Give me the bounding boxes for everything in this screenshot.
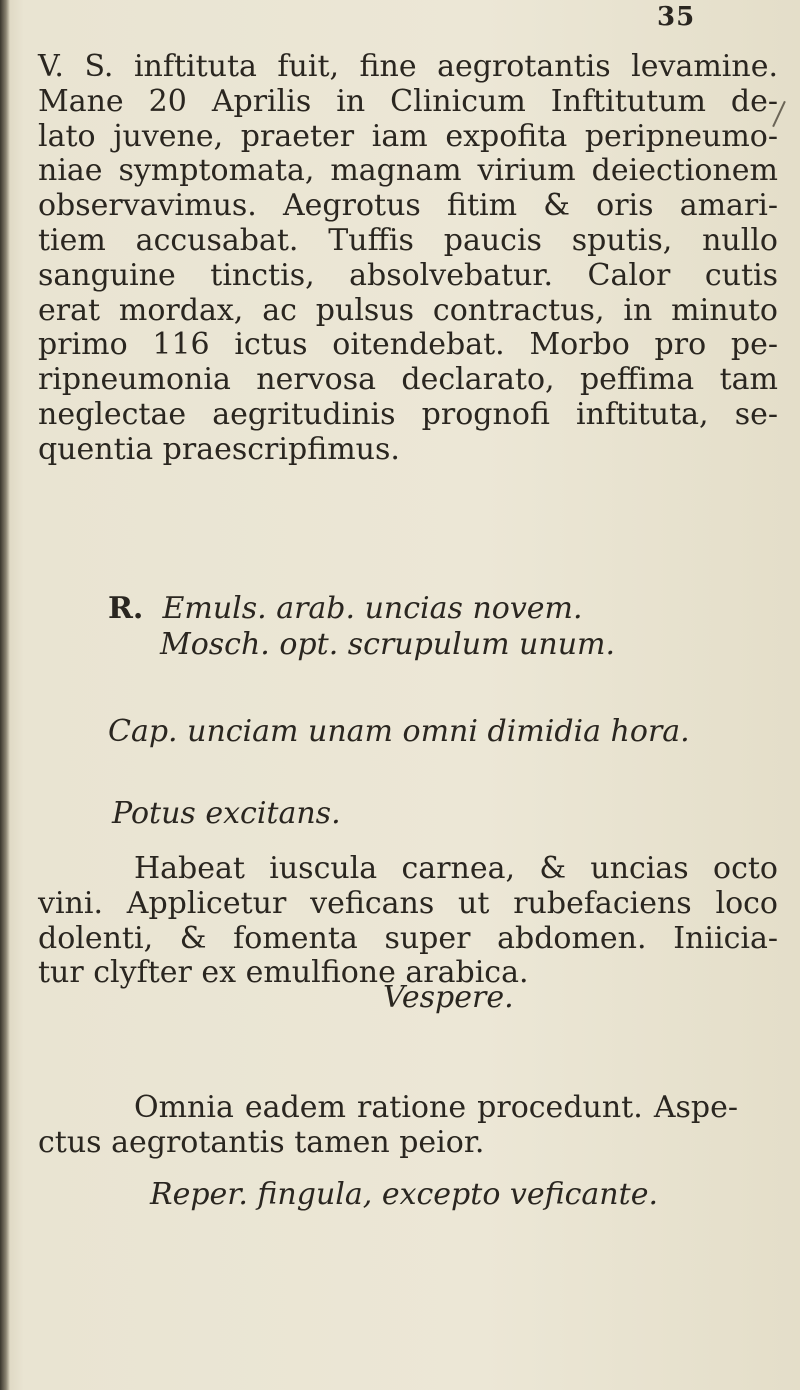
text-line: V. S. inftituta fuit, fine aegrotantis levamine. (38, 49, 778, 84)
prescription-ingredient: Emuls. arab. uncias novem. (162, 591, 583, 626)
text-line: tiem accusabat. Tuffis paucis sputis, nullo (38, 222, 778, 258)
section-heading-vespere: Vespere. (383, 980, 514, 1015)
text-line: observavimus. Aegrotus fitim & oris amari- (38, 188, 778, 224)
text-line: sanguine tinctis, absolvebatur. Calor cutis (38, 257, 778, 293)
text-line: tur clyfter ex emulfione arabica. (38, 955, 529, 991)
text-line: Habeat iuscula carnea, & uncias octo (134, 851, 778, 886)
text-line: neglectae aegritudinis prognofi inftituta, se- (38, 396, 778, 432)
case-paragraph (38, 50, 778, 468)
text-line: niae symptomata, magnam virium deiectionem (38, 153, 778, 189)
prescription-drink: Potus excitans. (112, 796, 341, 831)
prescription-dosage: Cap. unciam unam omni dimidia hora. (108, 714, 690, 749)
text-line: ctus aegrotantis tamen peior. (38, 1124, 485, 1160)
text-line: Omnia eadem ratione procedunt. Aspe- (134, 1090, 738, 1125)
prescription-line: Mosch. opt. scrupulum unum. (160, 627, 615, 662)
repeat-instruction: Reper. fingula, excepto veficante. (150, 1177, 658, 1212)
text-line: vini. Applicetur veficans ut rubefaciens loco (38, 885, 778, 921)
recipe-symbol: R. (108, 591, 144, 626)
prescription-line (108, 591, 583, 626)
regimen-paragraph (38, 852, 778, 991)
text-line: ripneumonia nervosa declarato, peffima tam (38, 362, 778, 398)
page-gutter (0, 0, 10, 1390)
text-line: erat mordax, ac pulsus contractus, in minuto (38, 292, 778, 328)
text-line: Mane 20 Aprilis in Clinicum Inftitutum de- (38, 83, 778, 119)
page-number: 35 (657, 2, 696, 32)
evening-paragraph (38, 1091, 738, 1161)
text-line: quentia praescripfimus. (38, 431, 400, 467)
text-line: lato juvene, praeter iam expofita peripneumo- (38, 118, 778, 154)
text-line: dolenti, & fomenta super abdomen. Iniicia- (38, 920, 778, 956)
text-line: primo 116 ictus oitendebat. Morbo pro pe- (38, 327, 778, 363)
